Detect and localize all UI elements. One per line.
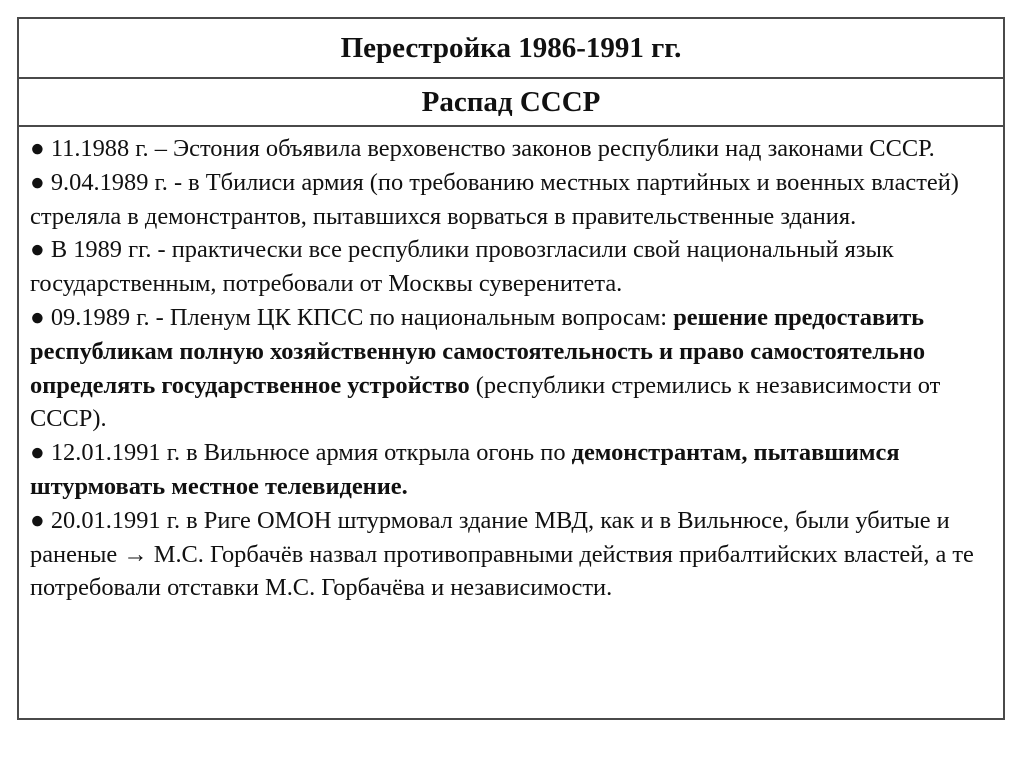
- bullet-icon: ●: [30, 506, 45, 534]
- bullet-icon: ●: [30, 303, 45, 331]
- list-item: [30, 301, 991, 436]
- entry-text: 20.01.1991 г. в Риге ОМОН штурмовал здание МВД, как и в Вильнюсе, были убитые и раненые → М.С. Горбачёв назвал противоправными действия прибалтийских властей, а те потребовали отставки М.С. Горбачёва и независимости.: [30, 506, 974, 602]
- bullet-icon: ●: [30, 439, 45, 467]
- entry-text: 12.01.1991 г. в Вильнюсе армия открыла огонь по: [44, 439, 572, 467]
- list-item: [30, 132, 991, 166]
- entry-text: 11.1988 г. – Эстония объявила верховенство законов республики над законами СССР.: [44, 135, 935, 162]
- events-list: [19, 127, 1003, 605]
- subtitle-text: Распад СССР: [421, 85, 601, 118]
- section-title: [19, 79, 1003, 127]
- list-item: [30, 233, 991, 301]
- list-item: [30, 504, 991, 605]
- entry-text: В 1989 гг. - практически все республики провозгласили свой национальный язык государственным, потребовали от Москвы суверенитета.: [30, 236, 894, 298]
- entry-text-after: (республики стремились к независимости от СССР).: [30, 371, 941, 433]
- entry-bold-text: демонстрантам, пытавшимся штурмовать местное телевидение.: [30, 439, 900, 500]
- entry-text: 9.04.1989 г. - в Тбилиси армия (по требованию местных партийных и военных властей) стреляла в демонстрантов, пытавшихся ворваться в правительственные здания.: [30, 168, 959, 230]
- list-item: [30, 166, 991, 234]
- bullet-icon: ●: [30, 168, 45, 196]
- content-table: [17, 17, 1005, 720]
- bullet-icon: ●: [30, 135, 45, 162]
- entry-text: 09.1989 г. - Пленум ЦК КПСС по национальным вопросам:: [44, 303, 674, 331]
- list-item: [30, 436, 991, 504]
- bullet-icon: ●: [30, 236, 45, 264]
- title-text: Перестройка 1986-1991 гг.: [340, 31, 682, 64]
- entry-bold-text: решение предоставить республикам полную хозяйственную самостоятельность и право самостоятельно определять государственное устройство: [30, 303, 926, 399]
- page-title: [19, 19, 1003, 79]
